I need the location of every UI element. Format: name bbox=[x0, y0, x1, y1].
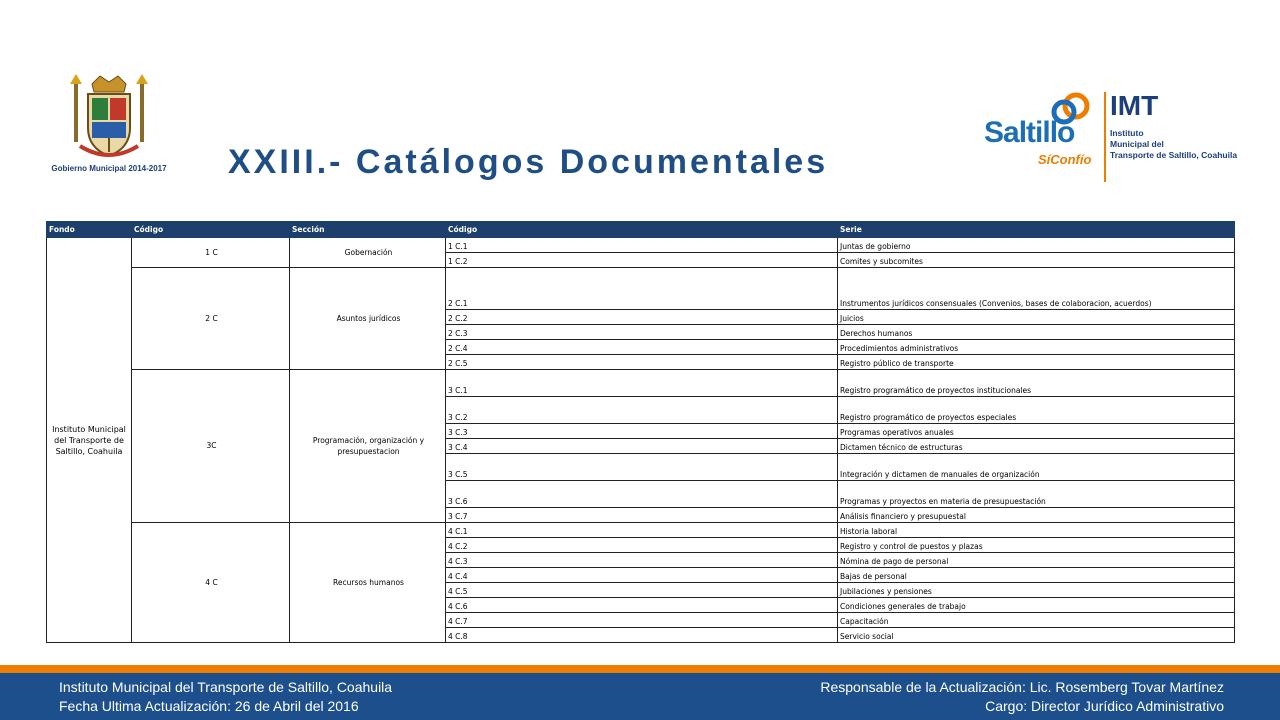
imt-name-line: Instituto bbox=[1110, 128, 1144, 138]
coat-of-arms-icon bbox=[50, 72, 168, 164]
serie-name-cell: Servicio social bbox=[838, 628, 1235, 643]
logo-divider bbox=[1104, 92, 1106, 182]
serie-name-cell: Bajas de personal bbox=[838, 568, 1235, 583]
footer-responsible: Responsable de la Actualización: Lic. Rosemberg Tovar Martínez bbox=[820, 679, 1224, 695]
serie-name-cell: Capacitación bbox=[838, 613, 1235, 628]
serie-code-cell: 4 C.6 bbox=[446, 598, 838, 613]
table-row bbox=[47, 238, 1235, 253]
header-codigo-seccion: Código bbox=[132, 222, 290, 238]
gobierno-municipal-text bbox=[50, 164, 168, 174]
serie-code-cell: 4 C.5 bbox=[446, 583, 838, 598]
serie-name-cell: Integración y dictamen de manuales de organización bbox=[838, 454, 1235, 481]
serie-code-cell: 4 C.4 bbox=[446, 568, 838, 583]
table-header-row bbox=[47, 222, 1235, 238]
table-row bbox=[47, 370, 1235, 397]
header-serie: Serie bbox=[838, 222, 1235, 238]
header-seccion: Sección bbox=[290, 222, 446, 238]
imt-name-line: Municipal del bbox=[1110, 139, 1164, 149]
header-fondo: Fondo bbox=[47, 222, 132, 238]
section-name-cell: Programación, organización y presupuestacion bbox=[290, 370, 446, 523]
serie-code-cell: 3 C.7 bbox=[446, 508, 838, 523]
footer-institution: Instituto Municipal del Transporte de Saltillo, Coahuila bbox=[59, 679, 393, 695]
footer-left bbox=[59, 678, 392, 716]
serie-name-cell: Registro programático de proyectos institucionales bbox=[838, 370, 1235, 397]
serie-code-cell: 2 C.5 bbox=[446, 355, 838, 370]
page-title: XXIII.- Catálogos Documentales bbox=[228, 143, 829, 181]
serie-code-cell: 3 C.1 bbox=[446, 370, 838, 397]
serie-name-cell: Juicios bbox=[838, 310, 1235, 325]
imt-name-line: Transporte de Saltillo, Coahuila bbox=[1110, 150, 1238, 160]
imt-logo bbox=[982, 86, 1238, 186]
imt-full-name bbox=[1110, 128, 1237, 161]
serie-code-cell: 3 C.4 bbox=[446, 439, 838, 454]
footer-update-date: Fecha Ultima Actualización: 26 de Abril del 2016 bbox=[59, 698, 359, 714]
serie-name-cell: Análisis financiero y presupuestal bbox=[838, 508, 1235, 523]
serie-code-cell: 3 C.6 bbox=[446, 481, 838, 508]
table-row bbox=[47, 268, 1235, 310]
section-code-cell: 1 C bbox=[132, 238, 290, 268]
serie-code-cell: 1 C.2 bbox=[446, 253, 838, 268]
serie-name-cell: Nómina de pago de personal bbox=[838, 553, 1235, 568]
serie-code-cell: 3 C.2 bbox=[446, 397, 838, 424]
serie-name-cell: Procedimientos administrativos bbox=[838, 340, 1235, 355]
siconfio-tagline: SíConfío bbox=[1038, 152, 1092, 167]
footer-accent-line bbox=[0, 665, 1280, 673]
section-code-cell: 4 C bbox=[132, 523, 290, 643]
serie-name-cell: Programas operativos anuales bbox=[838, 424, 1235, 439]
serie-name-cell: Condiciones generales de trabajo bbox=[838, 598, 1235, 613]
imt-acronym: IMT bbox=[1110, 90, 1159, 121]
section-name-cell: Gobernación bbox=[290, 238, 446, 268]
saltillo-brand: Saltillo bbox=[984, 116, 1075, 149]
catalog-table bbox=[46, 221, 1235, 643]
header-codigo-serie: Código bbox=[446, 222, 838, 238]
table-row bbox=[47, 523, 1235, 538]
serie-code-cell: 4 C.2 bbox=[446, 538, 838, 553]
serie-code-cell: 3 C.5 bbox=[446, 454, 838, 481]
footer-right bbox=[820, 678, 1224, 716]
serie-code-cell: 4 C.3 bbox=[446, 553, 838, 568]
footer-position: Cargo: Director Jurídico Administrativo bbox=[985, 698, 1224, 714]
serie-name-cell: Registro programático de proyectos especiales bbox=[838, 397, 1235, 424]
section-name-cell: Asuntos jurídicos bbox=[290, 268, 446, 370]
serie-name-cell: Instrumentos jurídicos consensuales (Convenios, bases de colaboracion, acuerdos) bbox=[838, 268, 1235, 310]
serie-code-cell: 4 C.7 bbox=[446, 613, 838, 628]
fondo-cell: Instituto Municipal del Transporte de Saltillo, Coahuila bbox=[47, 238, 132, 643]
serie-name-cell: Juntas de gobierno bbox=[838, 238, 1235, 253]
serie-name-cell: Jubilaciones y pensiones bbox=[838, 583, 1235, 598]
footer bbox=[0, 673, 1280, 720]
serie-name-cell: Historia laboral bbox=[838, 523, 1235, 538]
serie-name-cell: Derechos humanos bbox=[838, 325, 1235, 340]
gobierno-municipal-logo bbox=[50, 72, 168, 190]
left-logo-text: Gobierno Municipal 2014-2017 bbox=[51, 164, 167, 173]
serie-code-cell: 4 C.8 bbox=[446, 628, 838, 643]
serie-code-cell: 2 C.4 bbox=[446, 340, 838, 355]
serie-name-cell: Registro y control de puestos y plazas bbox=[838, 538, 1235, 553]
section-code-cell: 3C bbox=[132, 370, 290, 523]
serie-code-cell: 2 C.2 bbox=[446, 310, 838, 325]
serie-code-cell: 3 C.3 bbox=[446, 424, 838, 439]
serie-name-cell: Registro público de transporte bbox=[838, 355, 1235, 370]
serie-code-cell: 2 C.1 bbox=[446, 268, 838, 310]
serie-code-cell: 4 C.1 bbox=[446, 523, 838, 538]
serie-name-cell: Dictamen técnico de estructuras bbox=[838, 439, 1235, 454]
section-name-cell: Recursos humanos bbox=[290, 523, 446, 643]
serie-code-cell: 2 C.3 bbox=[446, 325, 838, 340]
serie-code-cell: 1 C.1 bbox=[446, 238, 838, 253]
serie-name-cell: Programas y proyectos en materia de presupuestación bbox=[838, 481, 1235, 508]
serie-name-cell: Comites y subcomites bbox=[838, 253, 1235, 268]
section-code-cell: 2 C bbox=[132, 268, 290, 370]
